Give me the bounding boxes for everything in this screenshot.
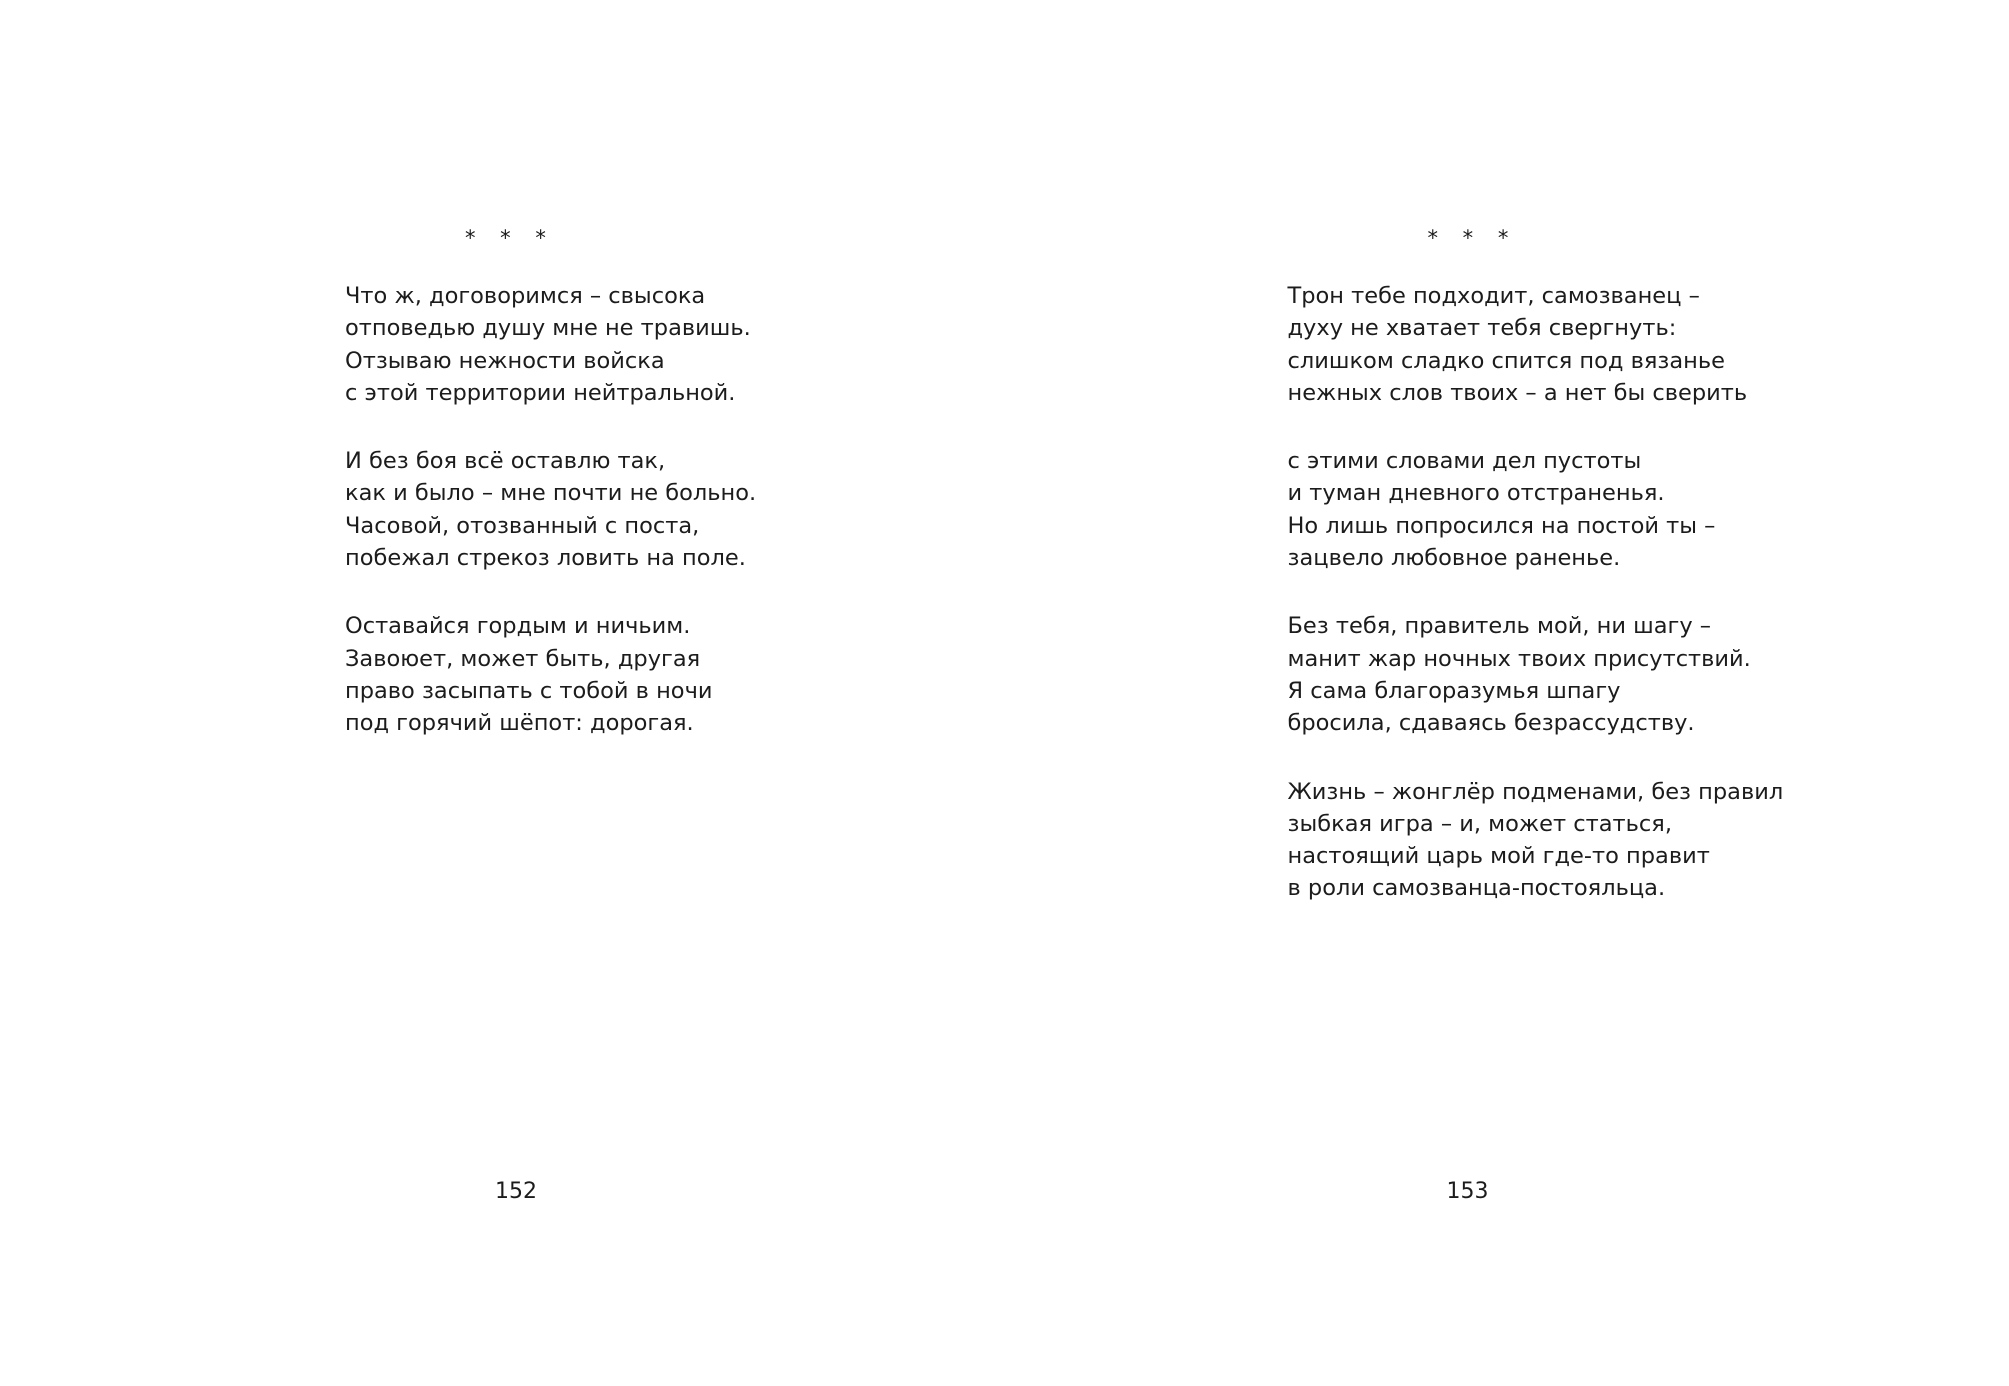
page-right: [1005, 0, 2009, 1386]
page-number-right: 153: [1446, 1179, 1489, 1204]
poem-line: побежал стрекоз ловить на поле.: [345, 545, 746, 572]
poem-line: право засыпать с тобой в ночи: [345, 677, 713, 704]
poem-line: Жизнь – жонглёр подменами, без правил: [1287, 778, 1784, 805]
poem-line: Я сама благоразумья шпагу: [1287, 677, 1621, 704]
stanza: [1288, 610, 1908, 739]
poem-line: Часовой, отозванный с поста,: [345, 512, 700, 539]
poem-line: манит жар ночных твоих присутствий.: [1287, 645, 1751, 672]
poem-line: духу не хватает тебя свергнуть:: [1287, 315, 1677, 342]
poem-line: и туман дневного отстраненья.: [1287, 480, 1665, 507]
poem-line: с этими словами дел пустоты: [1287, 448, 1642, 475]
poem-line: Трон тебе подходит, самозванец –: [1287, 283, 1700, 309]
poem-line: под горячий шёпот: дорогая.: [345, 710, 694, 737]
poem-block-right: [1288, 228, 1908, 905]
poem-line: Без тебя, правитель мой, ни шагу –: [1287, 613, 1712, 640]
poem-line: как и было – мне почти не больно.: [345, 480, 757, 507]
stanza: [345, 610, 945, 739]
poem-line: с этой территории нейтральной.: [345, 379, 736, 406]
poem-line: бросила, сдаваясь безрассудству.: [1287, 710, 1695, 737]
poem-line: нежных слов твоих – а нет бы сверить: [1287, 379, 1748, 406]
asterisk-separator: * * *: [465, 226, 555, 250]
stanza: [345, 280, 945, 409]
poem-line: зацвело любовное раненье.: [1287, 545, 1621, 572]
stanza: [1288, 445, 1908, 574]
poem-block-left: [345, 228, 945, 740]
stanza: [345, 445, 945, 574]
page-number-left: 152: [495, 1179, 537, 1204]
poem-line: слишком сладко спится под вязанье: [1287, 347, 1725, 374]
poem-line: в роли самозванца-постояльца.: [1287, 875, 1666, 902]
poem-line: Что ж, договоримся – свысока: [345, 283, 706, 309]
poem-line: Завоюет, может быть, другая: [345, 645, 701, 672]
poem-line: отповедью душу мне не травишь.: [345, 315, 751, 342]
poem-line: Оставайся гордым и ничьим.: [345, 613, 691, 640]
poem-line: И без боя всё оставлю так,: [345, 448, 666, 475]
poem-line: зыбкая игра – и, может статься,: [1287, 810, 1672, 837]
poem-line: настоящий царь мой где-то правит: [1287, 843, 1710, 870]
poem-line: Но лишь попросился на постой ты –: [1287, 512, 1716, 539]
poem-line: Отзываю нежности войска: [345, 347, 665, 374]
stanza: [1288, 280, 1908, 409]
stanza: [1288, 776, 1908, 905]
asterisk-separator: * * *: [1427, 226, 1518, 250]
